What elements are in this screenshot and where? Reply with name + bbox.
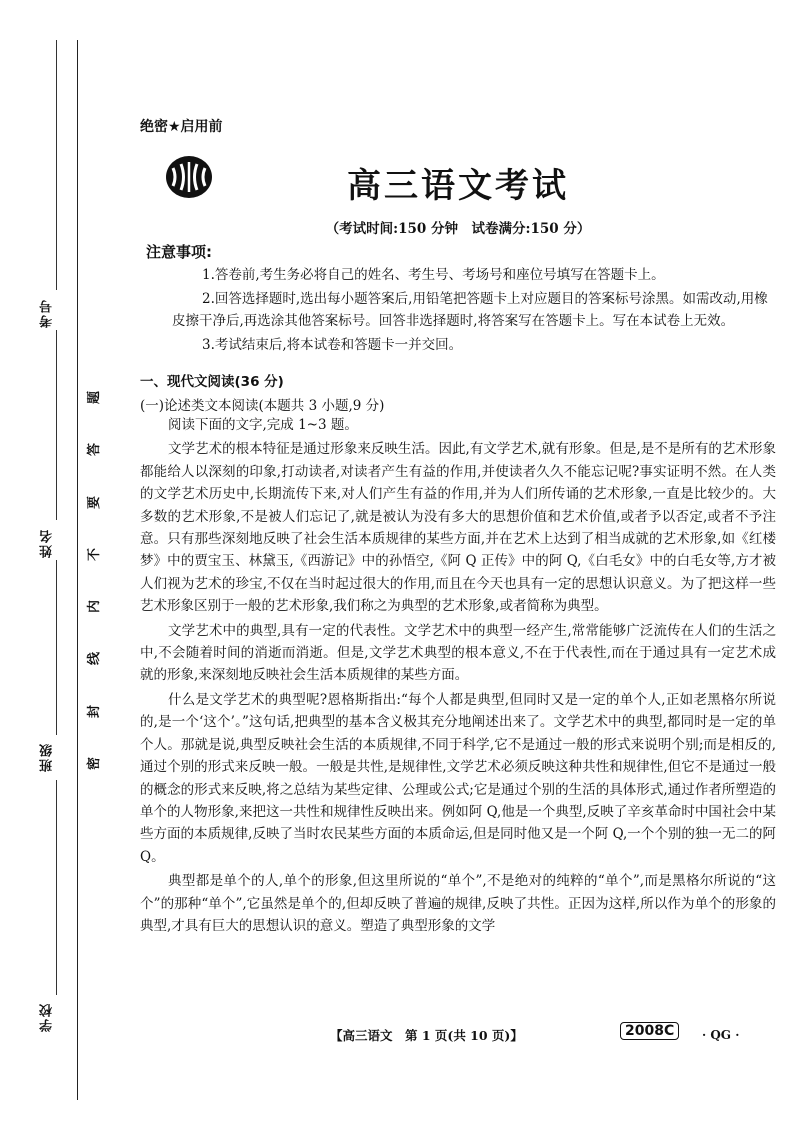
- exam-number-label: 考号: [40, 298, 55, 328]
- reading-paragraph: 文学艺术中的典型,具有一定的代表性。文学艺术中的典型一经产生,常常能够广泛流传在人们的生活之中,不会随着时间的消逝而消逝。但是,文学艺术典型的根本意义,不在于代表性,而在于通过具有一定艺术成就的形象,来深刻地反映社会生活本质规律的某些方面。: [140, 622, 776, 684]
- page-number: 【高三语文 第 1 页(共 10 页)】: [330, 1028, 523, 1043]
- section-heading: 一、现代文阅读(36 分): [140, 374, 284, 390]
- reading-paragraph: 什么是文学艺术的典型呢?恩格斯指出:“每个人都是典型,但同时又是一定的单个人,正如老黑格尔所说的,是一个‘这个’。”这句话,把典型的基本含义极其充分地阐述出来了。文学艺术中的典型,都同时是一定的单个人。那就是说,典型反映社会生活的本质规律,不同于科学,它不是通过一般的形式来说明个别;而是相反的,通过个别的形式来反映一般。一般是共性,是规律性,文学艺术必须反映这种共性和规律性,但它不是通过一般的概念的形式来反映,将之总结为某些定律、公理或公式;它是通过个别的生活的具体形式,通过作者所塑造的单个的人物形象,来把这一共性和规律性反映出来。例如阿 Q,他是一个典型,反映了辛亥革命时中国社会中某些方面的本质规律,反映了当时农民某些方面的本质命运,但是同时他又是一个阿 Q,一个个别的独一无二的阿 Q。: [140, 691, 776, 865]
- subsection-heading: (一)论述类文本阅读(本题共 3 小题,9 分): [140, 398, 385, 414]
- note-item: 3.考试结束后,将本试卷和答题卡一并交回。: [202, 337, 463, 353]
- exam-code-badge: 2008C: [620, 1022, 679, 1040]
- seal-char: 密: [87, 756, 103, 770]
- seal-char: 答: [87, 443, 103, 457]
- class-blank[interactable]: [56, 560, 57, 735]
- publisher-logo-icon: [164, 154, 214, 200]
- reading-paragraph: 文学艺术的根本特征是通过形象来反映生活。因此,有文学艺术,就有形象。但是,是不是所有的艺术形象都能给人以深刻的印象,打动读者,对读者产生有益的作用,并使读者久久不能忘记呢?事实证明不然。在人类的文学艺术历史中,长期流传下来,对人们产生有益的作用,并为人们所传诵的艺术形象,一直是比较少的。大多数的艺术形象,不是被人们忘记了,就是被认为没有多大的思想价值和艺术价值,或者予以否定,或者不予注意。只有那些深刻地反映了社会生活本质规律的某些方面,并在艺术上达到了相当成就的艺术形象,如《红楼梦》中的贾宝玉、林黛玉,《西游记》中的孙悟空,《阿 Q 正传》中的阿 Q,《白毛女》中的白毛女等,方才被人们视为艺术的珍宝,不仅在当时起过很大的作用,而且在今天也具有一定的思想认识意义。为了把这样一些艺术形象区别于一般的艺术形象,我们称之为典型的艺术形象,或者简称为典型。: [140, 441, 776, 615]
- exam-title: 高三语文考试: [347, 166, 569, 206]
- seal-char: 封: [87, 704, 103, 718]
- class-label: 班级: [40, 742, 55, 772]
- exam-time-and-score: （考试时间:150 分钟 试卷满分:150 分）: [325, 221, 591, 237]
- school-blank[interactable]: [56, 780, 57, 995]
- exam-number-blank[interactable]: [56, 40, 57, 290]
- page-footer: [0, 1018, 794, 1048]
- seal-char: 要: [87, 495, 103, 509]
- name-blank[interactable]: [56, 330, 57, 520]
- region-tag: · QG ·: [702, 1028, 740, 1042]
- top-secret-label: 绝密★启用前: [140, 119, 223, 135]
- binding-line: [77, 40, 78, 1100]
- seal-line-warning: [86, 388, 103, 773]
- seal-char: 内: [87, 600, 103, 614]
- note-item: 2.回答选择题时,选出每小题答案后,用铅笔把答题卡上对应题目的答案标号涂黑。如需改动,用橡皮擦干净后,再选涂其他答案标号。回答非选择题时,将答案写在答题卡上。写在本试卷上无效。: [172, 291, 768, 329]
- note-item: 1.答卷前,考生务必将自己的姓名、考生号、考场号和座位号填写在答题卡上。: [202, 267, 665, 283]
- binding-margin: [0, 0, 120, 1123]
- notes-title: 注意事项:: [146, 243, 212, 261]
- reading-paragraph: 典型都是单个的人,单个的形象,但这里所说的“单个”,不是绝对的纯粹的“单个”,而是黑格尔所说的“这个”的那种“单个”,它虽然是单个的,但却反映了普遍的规律,反映了共性。正因为这样,所以作为单个的形象的典型,才具有巨大的思想认识的意义。塑造了典型形象的文学: [140, 873, 776, 934]
- seal-char: 线: [87, 652, 103, 666]
- name-label: 姓名: [40, 528, 55, 558]
- exam-page-content: [140, 116, 776, 937]
- reading-instruction: 阅读下面的文字,完成 1~3 题。: [168, 417, 358, 433]
- seal-char: 不: [87, 547, 103, 561]
- school-label: 学校: [40, 1002, 55, 1032]
- seal-char: 题: [87, 390, 103, 405]
